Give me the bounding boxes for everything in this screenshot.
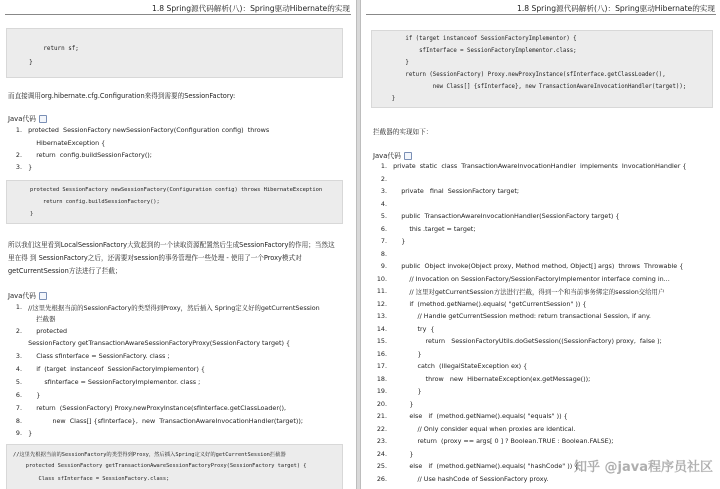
line-text: new Class[] {sfInterface}, new TransactionAwareInvocationHandler(target));: [24, 417, 303, 425]
numbered-code-list: [373, 162, 718, 488]
numbered-code-list: [8, 303, 350, 439]
line-number: 7.: [15, 404, 22, 412]
line-number: 11.: [376, 287, 387, 295]
line-text: public Object invoke(Object proxy, Method method, Object[] args) throws Throwable {: [389, 262, 684, 270]
line-text: protected: [24, 327, 68, 335]
line-number: 21.: [376, 412, 387, 420]
line-text: else if (method.getName().equals( "equals" )) {: [389, 412, 568, 420]
line-text: }: [389, 449, 414, 458]
line-text: return (SessionFactory) Proxy.newProxyInstance(sfInterface.getClassLoader(),: [24, 404, 286, 412]
line-text: else if (method.getName().equals( "hashCode" )) {: [389, 462, 579, 470]
code-block: [6, 28, 343, 78]
line-number: 26.: [376, 474, 387, 483]
code-line: protected SessionFactory newSessionFactory(Configuration config) throws HibernateException: [17, 187, 323, 193]
line-text: HibernateException {: [24, 139, 106, 147]
header-rule: [5, 14, 351, 15]
code-line: return sf;: [15, 46, 79, 52]
line-number: 5.: [15, 378, 22, 386]
code-line: new Class[] {sfInterface}, new TransactionAwareInvocationHandler(target));: [378, 84, 687, 90]
java-code-label-text: Java代码: [373, 152, 401, 160]
line-text: return config.buildSessionFactory();: [24, 151, 152, 159]
line-number: 15.: [376, 337, 387, 345]
code-block: [371, 30, 713, 108]
code-line: return config.buildSessionFactory();: [17, 199, 160, 205]
line-text: //这里先根据当前的SessionFactory的类型得到Proxy，然后插入 Spring定义好的getCurrentSession: [24, 304, 320, 312]
line-text: // 这里对getCurrentSession方法进行拦截，得到一个和当前事务绑定的session交给用户: [389, 288, 665, 296]
code-line: protected SessionFactory getTransactionAwareSessionFactoryProxy(SessionFactory target) {: [13, 463, 307, 469]
code-line: }: [378, 96, 396, 102]
line-number: 12.: [376, 299, 387, 308]
line-number: 8.: [15, 417, 22, 425]
code-line: return (SessionFactory) Proxy.newProxyInstance(sfInterface.getClassLoader(),: [378, 72, 666, 78]
copy-icon[interactable]: [39, 115, 47, 123]
line-number: 2.: [380, 174, 387, 183]
line-text: // Handle getCurrentSession method: return transactional Session, if any.: [389, 312, 651, 320]
java-code-label: [8, 113, 47, 123]
line-text: }: [389, 387, 422, 395]
running-header: 1.8 Spring源代码解析(八)：Spring驱动Hibernate的实现: [517, 4, 715, 13]
watermark: 知乎 @java程序员社区: [573, 460, 713, 475]
code-line: sfInterface = SessionFactoryImplementor.class;: [378, 48, 577, 54]
line-number: 24.: [376, 449, 387, 458]
line-text: protected SessionFactory newSessionFactory(Configuration config) throws: [24, 126, 270, 134]
code-line: }: [15, 60, 33, 66]
line-text: 拦截器: [24, 315, 56, 323]
code-line: }: [378, 60, 409, 66]
paragraph: 拦截器的实现如下：: [373, 128, 433, 136]
line-number: 5.: [380, 212, 387, 220]
code-block: [6, 444, 343, 489]
line-text: private final SessionFactory target;: [389, 187, 520, 195]
line-number: 4.: [380, 199, 387, 208]
line-number: 9.: [15, 429, 22, 437]
line-number: 6.: [15, 391, 22, 399]
line-number: 1.: [15, 126, 22, 134]
copy-icon[interactable]: [404, 152, 412, 160]
code-line: if (target instanceof SessionFactoryImplementor) {: [378, 36, 577, 42]
line-number: 17.: [376, 362, 387, 370]
line-number: 2.: [15, 327, 22, 335]
line-text: try {: [389, 324, 435, 333]
line-text: }: [389, 237, 406, 245]
right-page: [360, 0, 720, 489]
line-text: }: [24, 429, 33, 437]
line-text: if (method.getName().equals( "getCurrentSession" )) {: [389, 299, 587, 308]
line-text: this .target = target;: [389, 224, 476, 233]
line-text: // Invocation on SessionFactory/SessionFactoryImplementor interface coming in...: [389, 274, 670, 283]
line-number: 3.: [15, 352, 22, 360]
header-rule: [366, 14, 716, 15]
line-text: throw new HibernateException(ex.getMessage());: [389, 374, 591, 383]
line-text: catch (IllegalStateException ex) {: [389, 362, 528, 370]
line-text: sfInterface = SessionFactoryImplementor. class ;: [24, 378, 201, 386]
line-number: 1.: [380, 162, 387, 170]
code-line: Class sfInterface = SessionFactory.class;: [13, 476, 170, 482]
code-line: }: [17, 211, 34, 217]
line-number: 23.: [376, 437, 387, 445]
java-code-label: [373, 150, 412, 160]
line-text: }: [389, 399, 414, 408]
line-number: 10.: [376, 274, 387, 283]
line-number: 2.: [15, 151, 22, 159]
left-page: [0, 0, 357, 489]
numbered-code-list: [8, 126, 348, 176]
line-number: 6.: [380, 224, 387, 233]
line-number: 25.: [376, 462, 387, 470]
code-block: [6, 180, 343, 224]
line-number: 18.: [376, 374, 387, 383]
line-number: 16.: [376, 349, 387, 358]
line-number: 19.: [376, 387, 387, 395]
paragraph: [8, 239, 350, 278]
line-text: }: [389, 349, 422, 358]
line-text: public TransactionAwareInvocationHandler(SessionFactory target) {: [389, 212, 620, 220]
line-text: if (target instanceof SessionFactoryImplementor) {: [24, 365, 205, 373]
line-text: return (proxy == args[ 0 ] ? Boolean.TRUE : Boolean.FALSE);: [389, 437, 614, 445]
java-code-label-text: Java代码: [8, 115, 36, 123]
java-code-label: [8, 290, 47, 300]
copy-icon[interactable]: [39, 292, 47, 300]
line-text: SessionFactory getTransactionAwareSessionFactoryProxy(SessionFactory target) {: [24, 339, 291, 347]
line-text: }: [24, 391, 41, 399]
line-number: 8.: [380, 249, 387, 258]
line-number: 1.: [15, 303, 22, 311]
java-code-label-text: Java代码: [8, 292, 36, 300]
running-header: 1.8 Spring源代码解析(八)：Spring驱动Hibernate的实现: [152, 4, 350, 13]
line-number: 9.: [380, 262, 387, 270]
line-number: 20.: [376, 399, 387, 408]
code-line: //这里先根据当前的SessionFactory的类型得到Proxy，然后插入Spring定义好的getCurrentSession拦截器: [13, 452, 286, 458]
paragraph: 而直接调用org.hibernate.cfg.Configuration来得到需要的SessionFactory:: [8, 92, 236, 100]
line-text: return SessionFactoryUtils.doGetSession((SessionFactory) proxy, false );: [389, 337, 662, 345]
line-text: // Use hashCode of SessionFactory proxy.: [389, 474, 549, 483]
line-number: 7.: [380, 237, 387, 245]
line-number: 4.: [15, 365, 22, 373]
line-number: 3.: [380, 187, 387, 195]
line-text: private static class TransactionAwareInvocationHandler implements InvocationHandler {: [389, 162, 687, 170]
line-number: 14.: [376, 324, 387, 333]
line-text: // Only consider equal when proxies are identical.: [389, 424, 576, 433]
line-number: 13.: [376, 312, 387, 320]
line-text: Class sfInterface = SessionFactory. class ;: [24, 352, 170, 360]
paragraph-line: getCurrentSession方法进行了拦截；: [8, 267, 122, 275]
line-text: }: [24, 163, 33, 171]
paragraph-line: 里在得 到 SessionFactory之后，还需要对session的事务管理作一些处理 - 使用了一个Proxy模式对: [8, 254, 302, 262]
line-number: 3.: [15, 163, 22, 171]
line-number: 22.: [376, 424, 387, 433]
paragraph-line: 所以我们这里看到LocalSessionFactory大致起到的一个读取资源配置然后生成SessionFactory的作用；当然这: [8, 241, 335, 249]
